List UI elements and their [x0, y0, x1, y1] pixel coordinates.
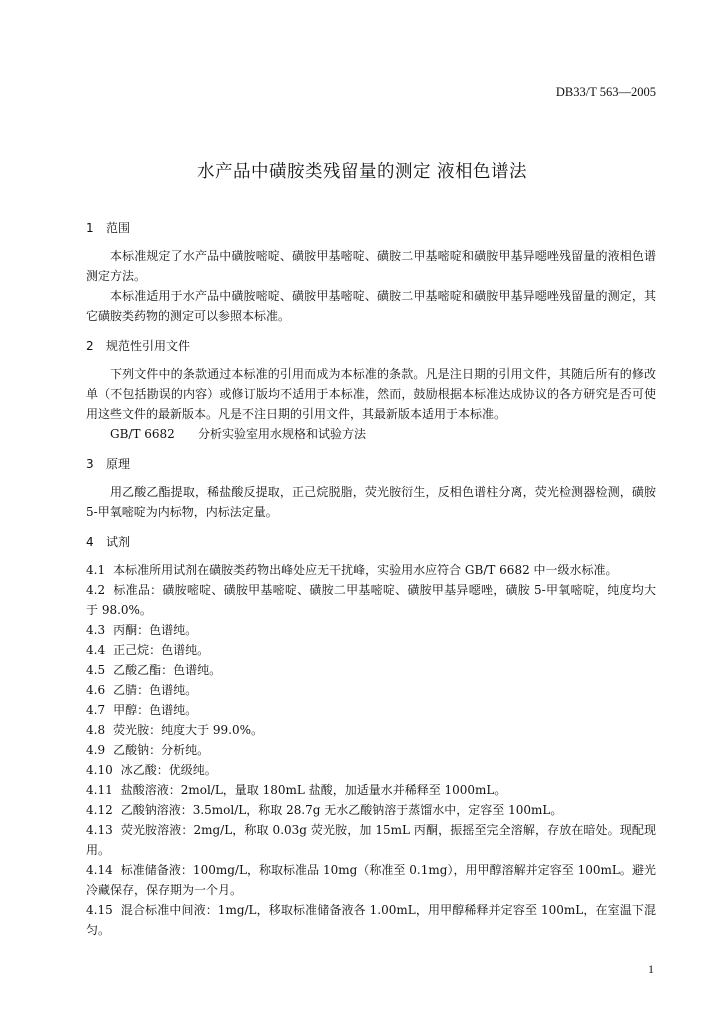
- item-number: 4.10: [86, 763, 113, 777]
- page-number: 1: [648, 962, 654, 976]
- reagent-item: [86, 720, 656, 740]
- item-text: 本标准所用试剂在磺胺类药物出峰处应无干扰峰，实验用水应符合 GB/T 6682 中一级水标准。: [113, 563, 618, 577]
- paragraph: 本标准规定了水产品中磺胺嘧啶、磺胺甲基嘧啶、磺胺二甲基嘧啶和磺胺甲基异噁唑残留量的液相色谱测定方法。: [86, 249, 656, 283]
- section-heading-normative: [86, 336, 656, 356]
- item-text: 冰乙酸：优级纯。: [120, 763, 217, 777]
- document-body: [86, 218, 656, 940]
- standard-reference: [86, 424, 656, 444]
- section-title: 试剂: [106, 535, 131, 549]
- item-number: 4.3: [86, 623, 106, 637]
- item-number: 4.15: [86, 903, 113, 917]
- reagent-item: [86, 740, 656, 760]
- paragraph: 下列文件中的条款通过本标准的引用而成为本标准的条款。凡是注日期的引用文件，其随后所有的修改单（不包括勘误的内容）或修订版均不适用于本标准，然而，鼓励根据本标准达成协议的各方研究是否可使用这些文件的最新版本。凡是不注日期的引用文件，其最新版本适用于本标准。: [86, 367, 656, 421]
- reagent-item: [86, 640, 656, 660]
- reagent-item: [86, 680, 656, 700]
- reagent-item: [86, 700, 656, 720]
- item-text: 乙腈：色谱纯。: [113, 683, 198, 697]
- item-text: 混合标准中间液：1mg/L，移取标准储备液各 1.00mL，用甲醇稀释并定容至 100mL，在室温下混匀。: [86, 903, 656, 937]
- section-number: 3: [86, 457, 94, 471]
- section-title: 原理: [106, 457, 131, 471]
- item-number: 4.7: [86, 703, 106, 717]
- page-title: 水产品中磺胺类残留量的测定 液相色谱法: [196, 162, 528, 182]
- section-title: 规范性引用文件: [106, 339, 191, 353]
- reagent-item: [86, 820, 656, 860]
- paragraph: 本标准适用于水产品中磺胺嘧啶、磺胺甲基嘧啶、磺胺二甲基嘧啶和磺胺甲基异噁唑残留量的测定，其它磺胺类药物的测定可以参照本标准。: [86, 289, 656, 323]
- item-number: 4.4: [86, 643, 106, 657]
- item-number: 4.13: [86, 823, 113, 837]
- section-heading-principle: [86, 454, 656, 474]
- paragraph: 用乙酸乙酯提取，稀盐酸反提取，正己烷脱脂，荧光胺衍生，反相色谱柱分离，荧光检测器检测，磺胺 5-甲氧嘧啶为内标物，内标法定量。: [86, 485, 656, 519]
- section-number: 2: [86, 339, 94, 353]
- item-text: 正己烷：色谱纯。: [113, 643, 210, 657]
- section-number: 1: [86, 221, 94, 235]
- item-text: 盐酸溶液：2mol/L，量取 180mL 盐酸，加适量水并稀释至 1000mL。: [120, 783, 507, 797]
- standard-title: 分析实验室用水规格和试验方法: [198, 427, 367, 441]
- item-number: 4.12: [86, 803, 113, 817]
- item-text: 标准品：磺胺嘧啶、磺胺甲基嘧啶、磺胺二甲基嘧啶、磺胺甲基异噁唑，磺胺 5-甲氧嘧啶，纯度均大于 98.0%。: [86, 583, 656, 617]
- reagent-item: [86, 860, 656, 900]
- item-text: 甲醇：色谱纯。: [113, 703, 198, 717]
- reagent-item: [86, 560, 656, 580]
- reagent-item: [86, 620, 656, 640]
- item-number: 4.5: [86, 663, 106, 677]
- reagent-item: [86, 580, 656, 620]
- reagent-item: [86, 780, 656, 800]
- reagent-item: [86, 900, 656, 940]
- section-heading-scope: [86, 218, 656, 238]
- item-number: 4.9: [86, 743, 106, 757]
- section-title: 范围: [106, 221, 131, 235]
- reagent-item: [86, 800, 656, 820]
- item-text: 荧光胺溶液：2mg/L，称取 0.03g 荧光胺，加 15mL 丙酮，振摇至完全溶解，存放在暗处。现配现用。: [86, 823, 656, 857]
- item-number: 4.2: [86, 583, 106, 597]
- item-text: 丙酮：色谱纯。: [113, 623, 198, 637]
- item-text: 乙酸乙酯：色谱纯。: [113, 663, 222, 677]
- item-text: 标准储备液：100mg/L，称取标准品 10mg（称准至 0.1mg），用甲醇溶解并定容至 100mL。避光冷藏保存，保存期为一个月。: [86, 863, 656, 897]
- item-number: 4.6: [86, 683, 106, 697]
- reagent-item: [86, 660, 656, 680]
- section-heading-reagents: [86, 532, 656, 552]
- document-code: DB33/T 563—2005: [555, 85, 656, 99]
- item-number: 4.1: [86, 563, 106, 577]
- item-number: 4.8: [86, 723, 106, 737]
- item-number: 4.11: [86, 783, 113, 797]
- item-text: 乙酸钠：分析纯。: [113, 743, 210, 757]
- item-number: 4.14: [86, 863, 113, 877]
- item-text: 荧光胺：纯度大于 99.0%。: [113, 723, 264, 737]
- section-number: 4: [86, 535, 94, 549]
- item-text: 乙酸钠溶液：3.5mol/L，称取 28.7g 无水乙酸钠溶于蒸馏水中，定容至 100mL。: [120, 803, 563, 817]
- reagent-item: [86, 760, 656, 780]
- standard-code: GB/T 6682: [110, 427, 175, 441]
